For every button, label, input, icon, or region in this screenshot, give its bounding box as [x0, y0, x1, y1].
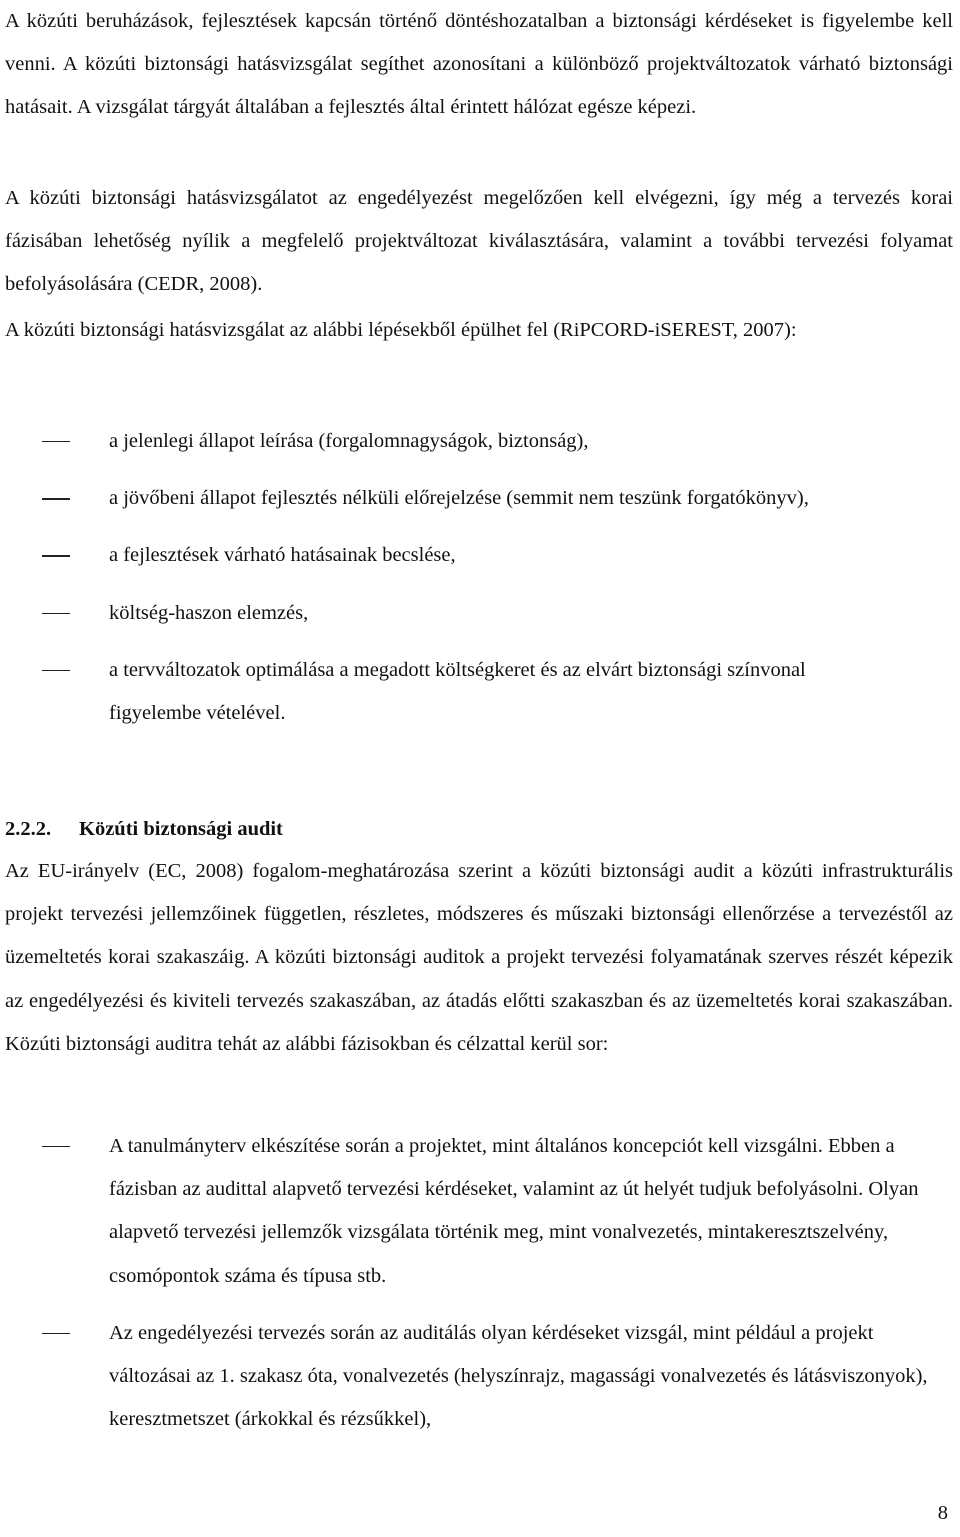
phases-list: [5, 1125, 953, 1441]
list-item: [5, 477, 953, 520]
list-item: [5, 534, 953, 577]
paragraph-intro: A közúti beruházások, fejlesztések kapcsán történő döntéshozatalban a biztonsági kérdéseket is figyelembe kell venni. A közúti biztonsági hatásvizsgálat segíthet azonosítani a különböző projektváltozatok várható biztonsági hatásait. A vizsgálat tárgyát általában a fejlesztés által érintett hálózat egésze képezi.: [5, 10, 953, 119]
list-item-text: a fejlesztések várható hatásainak becslése,: [109, 544, 456, 567]
document-page: [5, 0, 953, 1537]
list-item: [5, 1312, 953, 1442]
section-title: Közúti biztonsági audit: [79, 818, 283, 840]
list-item-text: Az engedélyezési tervezés során az auditálás olyan kérdéseket vizsgál, mint például a projekt változásai az 1. szakasz óta, vonalvezetés (helyszínrajz, magassági vonalvezetés és látásviszonyok), keresztmetszet (árkokkal és rézsűkkel),: [109, 1321, 928, 1431]
list-item-text: A tanulmányterv elkészítése során a projektet, mint általános koncepciót kell vizsgálni. Ebben a fázisban az audittal alapvető tervezési kérdéseket, valamint az út helyét tudjuk befolyásolni. Olyan alapvető tervezési jellemzők vizsgálata történik meg, mint vonalvezetés, mintakeresztszelvény, csomópontok száma és típusa stb.: [109, 1135, 919, 1287]
paragraph-steps-intro: A közúti biztonsági hatásvizsgálat az alábbi lépésekből épülhet fel (RiPCORD-iSEREST, 2007):: [5, 319, 797, 341]
page-number: 8: [937, 1502, 948, 1524]
list-item-text: a jelenlegi állapot leírása (forgalomnagyságok, biztonság),: [109, 430, 589, 452]
list-item: [5, 1125, 953, 1298]
list-item: [5, 649, 953, 735]
list-item-text: a jövőbeni állapot fejlesztés nélküli előrejelzése (semmit nem teszünk forgatókönyv),: [109, 487, 809, 510]
list-item-text: költség-haszon elemzés,: [109, 601, 309, 624]
list-item: [5, 592, 953, 635]
paragraph-timing: A közúti biztonsági hatásvizsgálatot az engedélyezést megelőzően kell elvégezni, így még a tervezés korai fázisában lehetőség nyílik a megfelelő projektváltozat kiválasztására, valamint a további tervezési folyamat befolyásolására (CEDR, 2008).: [5, 187, 953, 296]
steps-list: [5, 420, 953, 735]
section-heading: [5, 808, 953, 851]
section-number: 2.2.2.: [5, 818, 52, 840]
paragraph-audit: Az EU-irányelv (EC, 2008) fogalom-meghatározása szerint a közúti biztonsági audit a közúti infrastrukturális projekt tervezési jellemzőinek független, részletes, módszeres és műszaki biztonsági ellenőrzése a tervezéstől az üzemeltetés korai szakaszáig. A közúti biztonsági auditok a projekt tervezési folyamatának szerves részét képezik az engedélyezési és kiviteli tervezés szakaszában, az átadás előtti szakaszban és az üzemeltetés korai szakaszában. Közúti biztonsági auditra tehát az alábbi fázisokban és célzattal kerül sor:: [5, 860, 953, 1055]
list-item: [5, 420, 953, 463]
list-item-text: a tervváltozatok optimálása a megadott költségkeret és az elvárt biztonsági színvonal figyelembe vételével.: [109, 658, 806, 725]
